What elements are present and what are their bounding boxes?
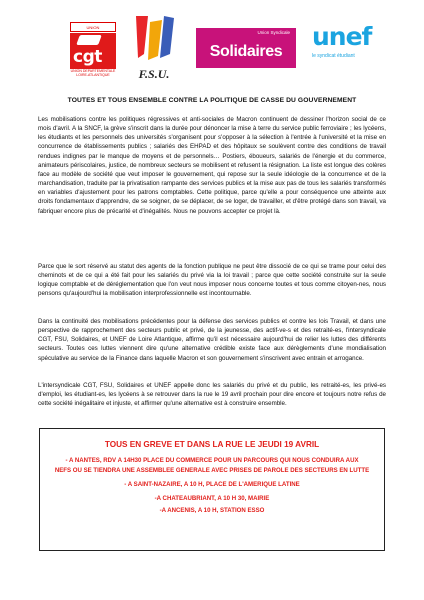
cgt-logo [70, 22, 116, 77]
paragraph-1: Les mobilisations contre les politiques régressives et anti-sociales de Macron continuent de dessiner l'horizon social de ce mois d'avril. A la SNCF, la grève s'inscrit dans la durée pour dénoncer la mise à terre du service public ferroviaire ; les lycéens, les étudiants et les personnels des universités s'organisent pour s'opposer à la sélection à l'entrée à l'université et la mise en concurrence de établissements publics ; salariés des EHPAD et des hôpitaux se soulèvent contre des conditions de travail rendues indignes par le manque de moyens et de personnels… Postiers, éboueurs, salariés de l'énergie et du commerce, animateurs périscolaires, justice, de nombreux secteurs se mobilisent et refusent la résignation. La liste est longue des colères face au modèle de société que veut imposer le gouvernement, qui repose sur la seule idéologie de la concurrence et de la marchandisation, traduite par la privatisation rampante des services publics et la mise aux pas de tous les salariés transformés en variables d'ajustement pour les patrons comptables. Cette politique, parce qu'elle a pour conséquence une atteinte aux droits fondamentaux d'apprendre, de se soigner, de se déplacer, de se loger, de travailler, et d'être protégé dans son travail, va fabriquer encore plus de précarité et d'inégalités. Nous ne pouvons accepter ce projet là. [38, 116, 386, 215]
fsu-symbol-icon [132, 14, 176, 64]
callout-line-nantes-1: - A NANTES, RDV A 14H30 PLACE DU COMMERCE POUR UN PARCOURS QUI NOUS CONDUIRA AUX [65, 457, 359, 464]
paragraph-4: L'intersyndicale CGT, FSU, Solidaires et UNEF appelle donc les salariés du privé et du public, les retraité-es, les privé-es d'emploi, les étudiant-es, les lycéens à se retrouver dans la rue le 19 avril prochain pour dire encore et toujours notre refus de cette société inégalitaire et injuste, et affirmer qu'une alternative est à construire ensemble. [38, 382, 386, 408]
callout-line-nantes-2: NEFS OU SE TIENDRA UNE ASSEMBLEE GENERALE AVEC PRISES DE PAROLE DES SECTEURS EN LUTTE [54, 467, 370, 474]
fsu-logo-name: F.S.U. [138, 67, 170, 81]
solidaires-logo [196, 28, 296, 68]
unef-logo [312, 22, 372, 72]
callout-line-saint-nazaire: - A SAINT-NAZAIRE, A 10 H, PLACE DE L'AMERIQUE LATINE [124, 481, 300, 488]
solidaires-logo-small-text: Union Syndicale [257, 30, 290, 35]
cgt-logo-sub-text: UNION DEPARTEMENTALE LOIRE-ATLANTIQUE [70, 69, 116, 77]
unef-logo-sub-text: le syndicat étudiant [312, 53, 355, 59]
solidaires-logo-name: Solidaires [209, 43, 283, 60]
cgt-logo-top-text: UNION [70, 22, 116, 32]
document-title: TOUTES ET TOUS ENSEMBLE CONTRE LA POLITIQUE DE CASSE DU GOUVERNEMENT [67, 97, 357, 104]
cgt-flag-icon [76, 35, 102, 45]
callout-headline: TOUS EN GREVE ET DANS LA RUE LE JEUDI 19 AVRIL [104, 440, 320, 449]
cgt-logo-name: cgt [73, 47, 102, 67]
callout-line-chateaubriant: -A CHATEAUBRIANT, A 10 H 30, MAIRIE [154, 495, 270, 502]
logo-row [0, 14, 424, 82]
callout-line-ancenis: -A ANCENIS, A 10 H, STATION ESSO [159, 507, 265, 514]
paragraph-2: Parce que le sort réservé au statut des agents de la fonction publique ne peut être dissocié de ce qui se trame pour celui des cheminots et de ce qui a été fait pour les salariés du privé via la loi travail ; parce que cette société construite sur la seule logique comptable et de déréglementation que l'on veut nous imposer nous concerne toutes et tous comme citoyen-nes, nous pensons qu'aujourd'hui la mobilisation interprofessionnelle est incontournable. [38, 263, 386, 298]
fsu-logo [124, 14, 184, 82]
paragraph-3: Dans la continuité des mobilisations précédentes pour la défense des services publics et contre les lois Travail, et dans une perspective de rapprochement des secteurs public et privé, de la jeunesse, des actif-ve-s et des retraité-es, l'intersyndicale CGT, FSU, Solidaires, et UNEF de Loire Atlantique, affirme qu'il est nécessaire aujourd'hui de relier les luttes des différents secteurs. Toutes ces luttes viennent dire qu'une alternative crédible existe face aux dérèglements d'une mondialisation spéculative au service de la Finance dans laquelle Macron et son gouvernement s'inscrivent avec entrain et arrogance. [38, 318, 386, 362]
cgt-logo-mark [70, 33, 116, 69]
strike-callout-box [39, 428, 385, 551]
unef-logo-name: unef [312, 22, 372, 51]
